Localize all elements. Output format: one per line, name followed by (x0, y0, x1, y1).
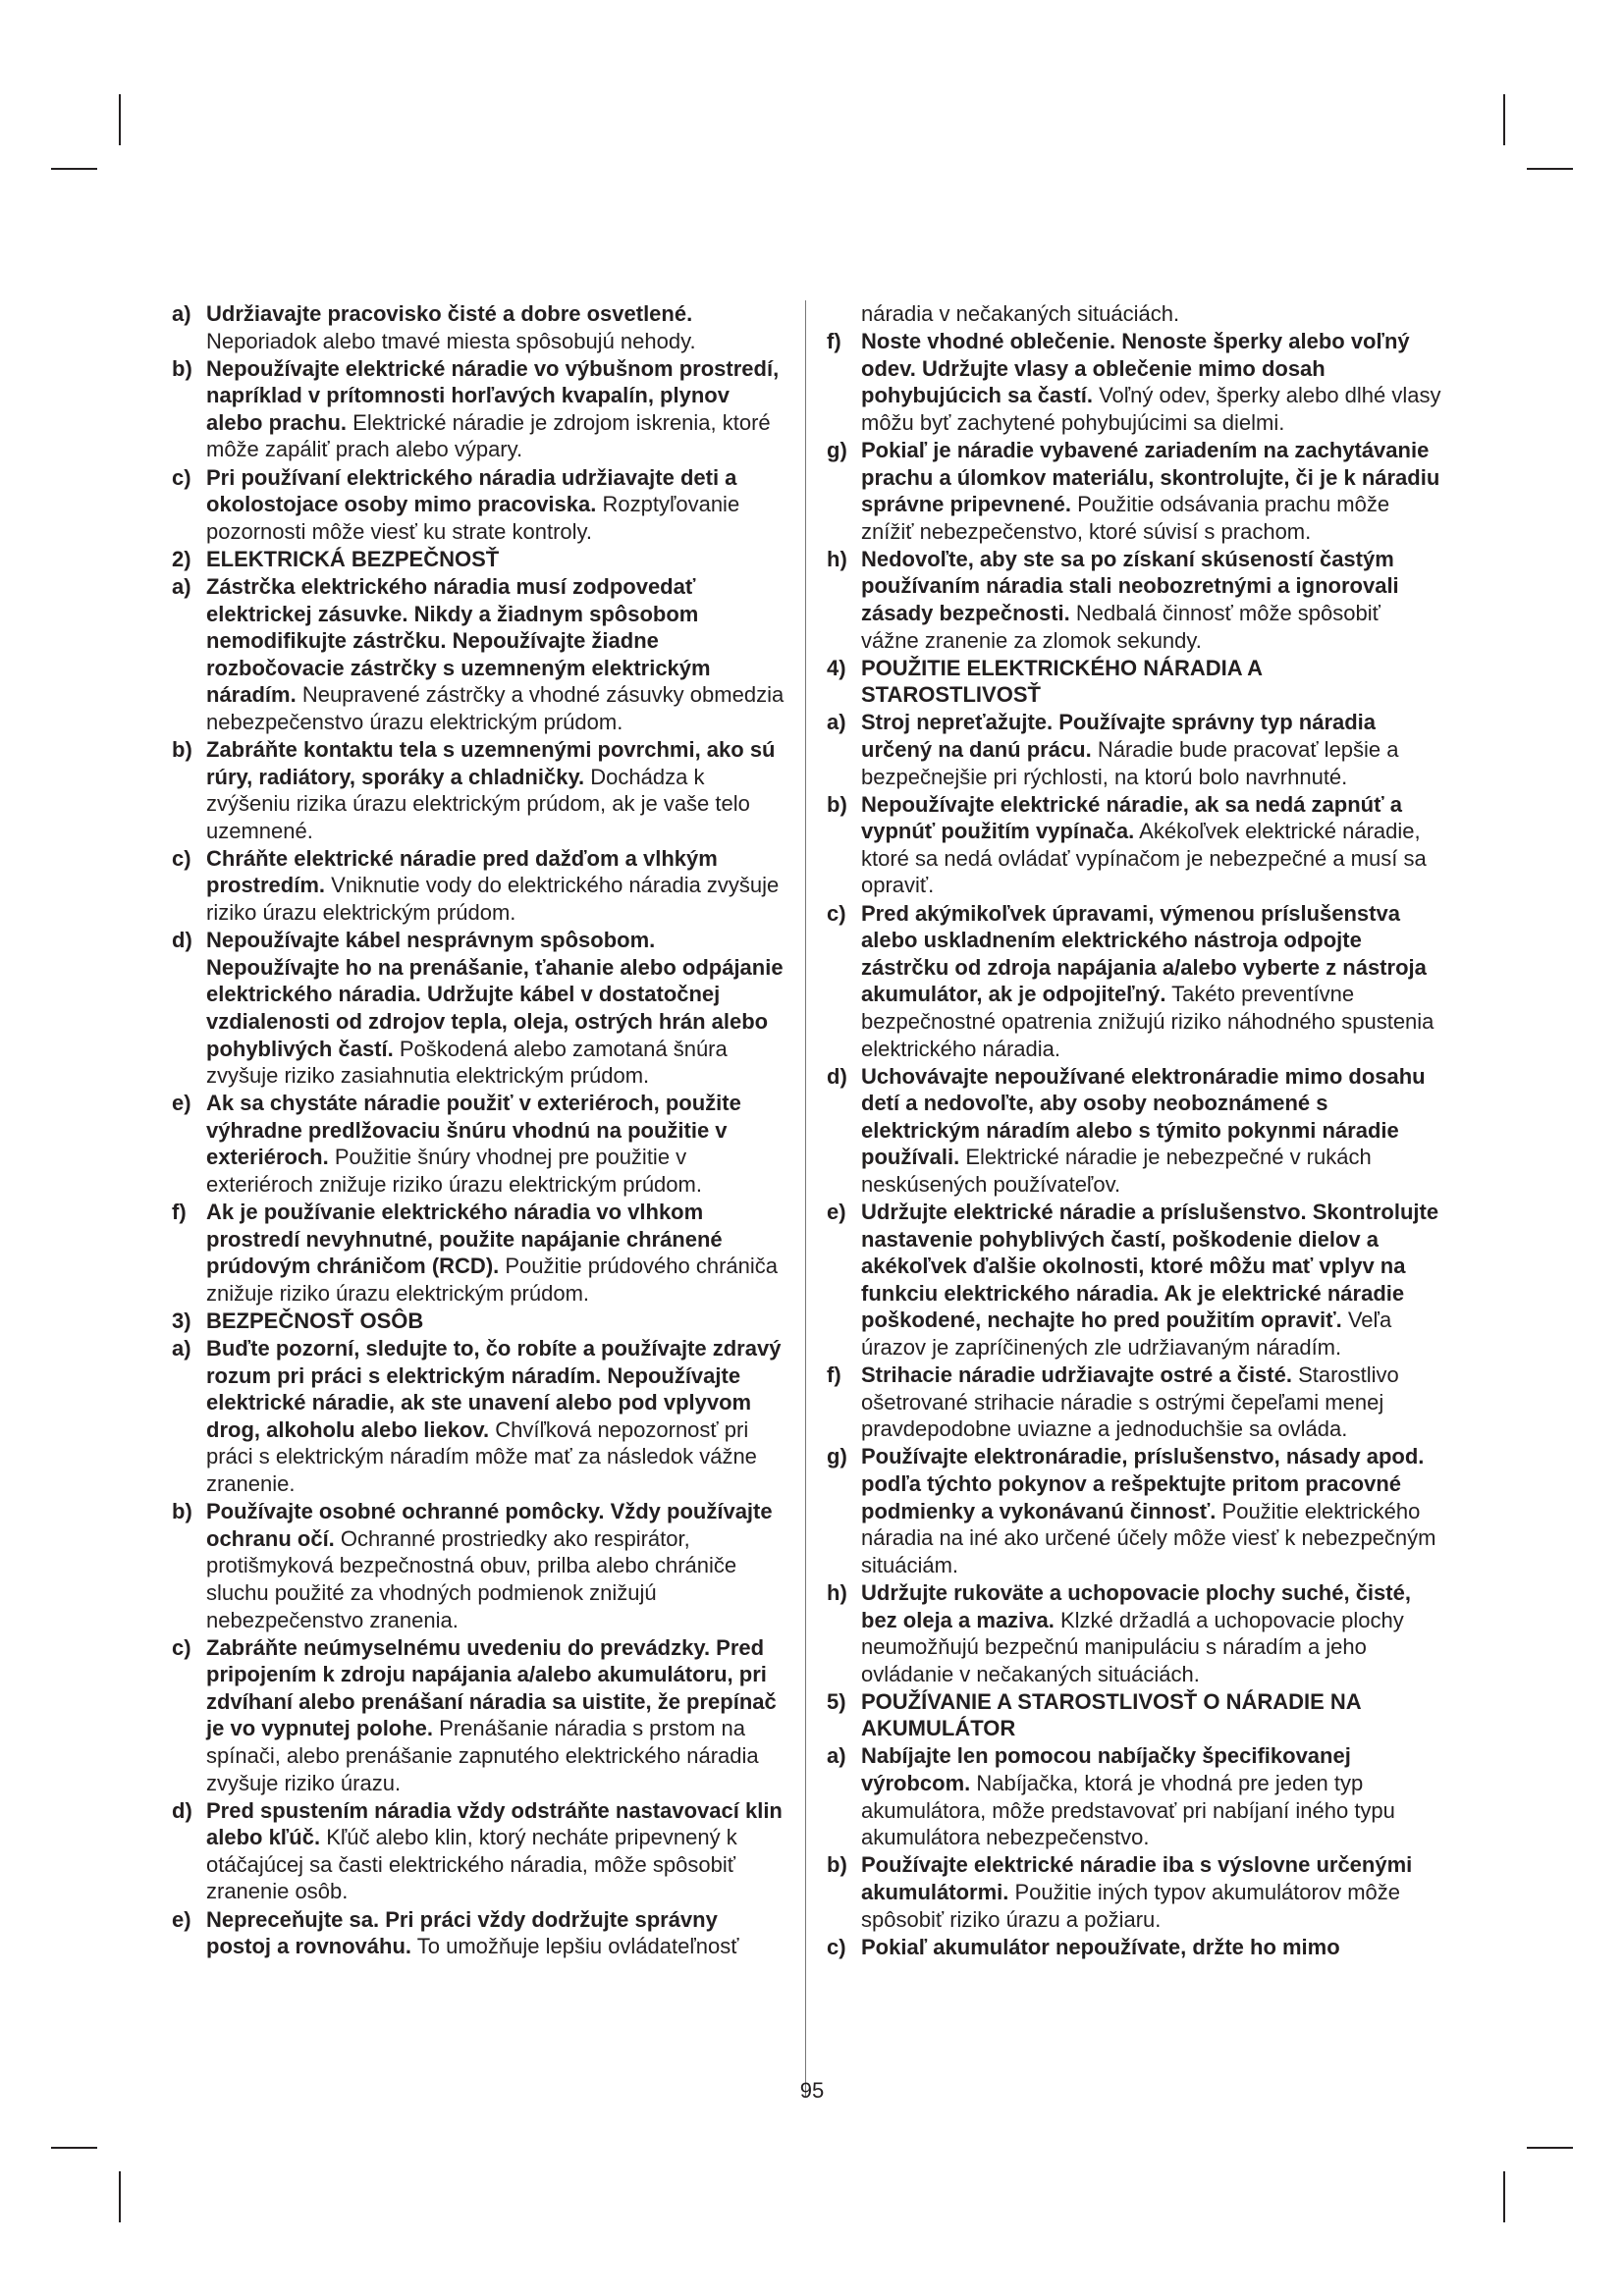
list-item (172, 1797, 786, 1905)
item-text (861, 437, 1441, 545)
item-label: a) (172, 301, 191, 326)
list-item (172, 1090, 786, 1198)
item-label: e) (827, 1200, 846, 1225)
list-item (172, 845, 786, 927)
item-bold-text: Nepoužívajte elektrické náradie vo výbušnom prostredí, napríklad v prítomnosti horľavých kvapalín, plynov alebo prachu. (206, 355, 780, 435)
item-text (861, 1579, 1441, 1687)
crop-mark-top-right-v (1503, 94, 1505, 145)
item-bold-text: Nepreceňujte sa. Pri práci vždy dodržujte správny postoj a rovnováhu. (206, 1906, 718, 1959)
item-text (206, 355, 786, 463)
item-normal-text: Neupravené zástrčky a vhodné zásuvky obmedzia nebezpečenstvo úrazu elektrickým prúdom. (206, 682, 785, 734)
list-item (827, 1199, 1441, 1362)
item-label: f) (827, 329, 841, 354)
item-normal-text: Dochádza k zvýšeniu rizika úrazu elektrickým prúdom, ak je vaše telo uzemnené. (206, 764, 750, 843)
item-text (206, 1498, 786, 1633)
section-heading (827, 1688, 1441, 1742)
list-item (827, 1063, 1441, 1199)
item-label: e) (172, 1091, 191, 1116)
item-bold-text: Stroj nepreťažujte. Používajte správny typ náradia určený na danú prácu. (861, 710, 1377, 762)
item-label: 5) (827, 1688, 846, 1714)
item-normal-text: Rozptyľovanie pozornosti môže viesť ku strate kontroly. (206, 492, 740, 544)
list-item (827, 546, 1441, 654)
item-label: g) (827, 1444, 847, 1469)
item-bold-text: Pri používaní elektrického náradia udržiavajte deti a okolostojace osoby mimo pracoviska. (206, 464, 737, 517)
item-label: c) (172, 845, 191, 871)
item-text (861, 900, 1441, 1063)
item-bold-text: Pred spustením náradia vždy odstráňte nastavovací klin alebo kľúč. (206, 1797, 783, 1850)
section-heading (827, 655, 1441, 709)
item-normal-text: Nabíjačka, ktorá je vhodná pre jeden typ akumulátora, môže predstavovať pri nabíjaní iného typu akumulátora nebezpečenstvo. (861, 1771, 1395, 1850)
item-bold-text: Nabíjajte len pomocou nabíjačky špecifikovanej výrobcom. (861, 1743, 1351, 1796)
item-normal-text: Takéto preventívne bezpečnostné opatrenia znižujú riziko náhodného spustenia elektrického náradia. (861, 982, 1435, 1061)
item-label: d) (172, 1797, 192, 1823)
item-normal-text: Náradie bude pracovať lepšie a bezpečnejšie pri rýchlosti, na ktorú bolo navrhnuté. (861, 737, 1399, 789)
item-normal-text: Neporiadok alebo tmavé miesta spôsobujú nehody. (206, 328, 696, 353)
item-label: b) (172, 355, 192, 381)
item-text (206, 1090, 786, 1198)
list-item (172, 1906, 786, 1960)
item-bold-text: Používajte elektrické náradie iba s výslovne určenými akumulátormi. (861, 1852, 1413, 1904)
item-text (206, 573, 786, 736)
item-normal-text: Použitie elektrického náradia na iné ako určené účely môže viesť k nebezpečným situáciám. (861, 1498, 1436, 1577)
item-text (206, 845, 786, 927)
list-item (172, 927, 786, 1090)
item-normal-text: Použitie prúdového chrániča znižuje riziko úrazu elektrickým prúdom. (206, 1254, 778, 1306)
list-item (827, 791, 1441, 899)
list-item (172, 573, 786, 736)
section-heading (172, 546, 786, 573)
item-normal-text: Elektrické náradie je nebezpečné v rukách neskúsených používateľov. (861, 1145, 1372, 1197)
crop-mark-top-right-h (1527, 168, 1573, 170)
item-normal-text: Použitie iných typov akumulátorov môže spôsobiť riziko úrazu a požiaru. (861, 1879, 1401, 1932)
item-label: b) (827, 1852, 847, 1878)
item-bold-text: Pred akýmikoľvek úpravami, výmenou príslušenstva alebo uskladnením elektrického nástroja odpojte zástrčku od zdroja napájania a/alebo vyberte z nástroja akumulátor, ak je odpojiteľný. (861, 900, 1427, 1007)
item-normal-text: Ochranné prostriedky ako respirátor, protišmyková bezpečnostná obuv, prilba alebo chrániče sluchu použité za vhodných podmienok znižujú nebezpečenstvo zranenia. (206, 1525, 737, 1632)
item-text (861, 709, 1441, 790)
item-text (206, 546, 786, 573)
item-label: b) (172, 1499, 192, 1524)
list-item (827, 1742, 1441, 1850)
item-normal-text: Akékoľvek elektrické náradie, ktoré sa nedá ovládať vypínačom je nebezpečné a musí sa opraviť. (861, 819, 1427, 898)
item-normal-text: POUŽITIE ELEKTRICKÉHO NÁRADIA A STAROSTLIVOSŤ (861, 655, 1263, 708)
item-text (206, 1797, 786, 1905)
item-bold-text: Udržiavajte pracovisko čisté a dobre osvetlené. (206, 301, 693, 326)
item-text (861, 1688, 1441, 1742)
item-text (206, 1335, 786, 1498)
item-bold-text: Používajte elektronáradie, príslušenstvo, násady apod. podľa týchto pokynov a rešpektujte pritom pracovné podmienky a vykonávanú činnosť. (861, 1444, 1425, 1523)
crop-mark-bottom-right-v (1503, 2171, 1505, 2222)
list-item (172, 1335, 786, 1498)
item-label: a) (172, 573, 191, 599)
item-text (861, 791, 1441, 899)
section-heading (172, 1308, 786, 1335)
list-item (172, 1498, 786, 1633)
item-text (206, 736, 786, 844)
column-divider (805, 300, 806, 2097)
list-item (172, 300, 786, 354)
item-bold-text: Používajte osobné ochranné pomôcky. Vždy používajte ochranu očí. (206, 1499, 773, 1551)
item-text (206, 1308, 786, 1335)
item-bold-text: Uchovávajte nepoužívané elektronáradie mimo dosahu detí a nedovoľte, aby osoby neoboznámené s elektrickým náradím alebo s týmito pokynmi náradie používali. (861, 1063, 1426, 1170)
item-normal-text: Chvíľková nepozornosť pri práci s elektrickým náradím môže mať za následok vážne zranenie. (206, 1416, 757, 1497)
item-bold-text: Udržujte rukoväte a uchopovacie plochy suché, čisté, bez oleja a maziva. (861, 1579, 1411, 1632)
item-label: c) (172, 1634, 191, 1660)
item-bold-text: Strihacie náradie udržiavajte ostré a čisté. (861, 1362, 1292, 1388)
item-label: a) (172, 1336, 191, 1362)
list-item (827, 900, 1441, 1063)
item-normal-text: Voľný odev, šperky alebo dlhé vlasy môžu byť zachytené pohybujúcimi sa dielmi. (861, 383, 1441, 435)
item-label: g) (827, 437, 847, 462)
item-bold-text: Ak sa chystáte náradie použiť v exteriéroch, použite výhradne predlžovaciu šnúru vhodnú na použitie v exteriéroch. (206, 1091, 741, 1170)
list-item (827, 709, 1441, 790)
item-text (861, 1851, 1441, 1933)
item-text (206, 1906, 786, 1960)
item-normal-text: Nedbalá činnosť môže spôsobiť vážne zranenie za zlomok sekundy. (861, 601, 1380, 653)
item-normal-text: Vniknutie vody do elektrického náradia zvyšuje riziko úrazu elektrickým prúdom. (206, 873, 780, 926)
crop-mark-bottom-right-h (1527, 2147, 1573, 2149)
item-label: a) (827, 710, 846, 735)
item-normal-text: Starostlivo ošetrované strihacie náradie s ostrými čepeľami menej pravdepodobne uviazne a jednoduchšie sa ovláda. (861, 1362, 1399, 1442)
list-item (827, 1934, 1441, 1961)
item-text (861, 655, 1441, 709)
item-label: 3) (172, 1308, 191, 1333)
item-bold-text: Nepoužívajte kábel nesprávnym spôsobom. Nepoužívajte ho na prenášanie, ťahanie alebo odpájanie elektrického náradia. Udržujte kábel v dostatočnej vzdialenosti od zdrojov tepla, oleja, ostrých hrán alebo pohyblivých častí. (206, 928, 784, 1061)
list-item (172, 1199, 786, 1307)
list-item (172, 1634, 786, 1797)
crop-mark-top-left-h (51, 168, 97, 170)
item-text (861, 1063, 1441, 1199)
item-text (861, 1199, 1441, 1362)
page-number: 95 (799, 2078, 825, 2103)
item-text (206, 1634, 786, 1797)
item-normal-text: náradia v nečakaných situáciách. (861, 301, 1180, 326)
item-text (861, 328, 1441, 436)
item-normal-text: Klzké držadlá a uchopovacie plochy neumožňujú bezpečnú manipuláciu s náradím a jeho ovládanie v nečakaných situáciách. (861, 1607, 1404, 1686)
item-label: f) (172, 1200, 187, 1225)
list-item (172, 355, 786, 463)
item-bold-text: Nedovoľte, aby ste sa po získaní skúseností častým používaním náradia stali neobozretnými a ignorovali zásady bezpečnosti. (861, 546, 1399, 626)
item-text (861, 546, 1441, 654)
list-item (827, 1851, 1441, 1933)
item-label: c) (827, 1934, 846, 1959)
item-bold-text: Zabráňte neúmyselnému uvedeniu do prevádzky. Pred pripojením k zdroju napájania a/alebo akumulátoru, pri zdvíhaní alebo prenášaní náradia sa uistite, že prepínač je vo vypnutej polohe. (206, 1634, 777, 1741)
item-bold-text: Udržujte elektrické náradie a príslušenstvo. Skontrolujte nastavenie pohyblivých častí, poškodenie dielov a akékoľvek ďalšie okolnosti, ktoré môžu mať vplyv na funkciu elektrického náradia. Ak je elektrické náradie poškodené, nechajte ho pred použitím opraviť. (861, 1200, 1439, 1333)
item-normal-text: Kľúč alebo klin, ktorý necháte pripevnený k otáčajúcej sa časti elektrického náradia, môže spôsobiť zranenie osôb. (206, 1825, 737, 1904)
item-label: 4) (827, 655, 846, 680)
right-column (827, 300, 1441, 1961)
item-label: 2) (172, 546, 191, 571)
item-normal-text: Použitie odsávania prachu môže znížiť nebezpečenstvo, ktoré súvisí s prachom. (861, 492, 1390, 544)
item-label: e) (172, 1906, 191, 1932)
list-item (827, 1443, 1441, 1578)
item-bold-text: Pokiaľ akumulátor nepoužívate, držte ho mimo (861, 1934, 1340, 1959)
item-normal-text: Elektrické náradie je zdrojom iskrenia, ktoré môže zapáliť prach alebo výpary. (206, 409, 771, 462)
item-normal-text: BEZPEČNOSŤ OSÔB (206, 1308, 424, 1333)
item-bold-text: Ak je používanie elektrického náradia vo vlhkom prostredí nevyhnutné, použite napájanie chránené prúdovým chráničom (RCD). (206, 1200, 723, 1279)
item-text (206, 464, 786, 546)
item-text (861, 1362, 1441, 1443)
item-bold-text: Nepoužívajte elektrické náradie, ak sa nedá zapnúť a vypnúť použitím vypínača. (861, 791, 1402, 844)
item-text (861, 1934, 1441, 1961)
item-label: d) (827, 1063, 847, 1089)
item-normal-text: Veľa úrazov je zapríčinených zle udržiavaným náradím. (861, 1308, 1392, 1361)
list-item (827, 1362, 1441, 1443)
crop-mark-bottom-left-h (51, 2147, 97, 2149)
item-label: f) (827, 1362, 841, 1388)
item-bold-text: Zástrčka elektrického náradia musí zodpovedať elektrickej zásuvke. Nikdy a žiadnym spôsobom nemodifikujte zástrčku. Nepoužívajte žiadne rozbočovacie zástrčky s uzemneným elektrickým náradím. (206, 573, 711, 708)
item-normal-text: POUŽÍVANIE A STAROSTLIVOSŤ O NÁRADIE NA AKUMULÁTOR (861, 1688, 1361, 1741)
item-bold-text: Buďte pozorní, sledujte to, čo robíte a používajte zdravý rozum pri práci s elektrickým náradím. Nepoužívajte elektrické náradie, ak ste unavení alebo pod vplyvom drog, alkoholu alebo liekov. (206, 1336, 782, 1442)
item-label: c) (172, 464, 191, 490)
item-bold-text: Chráňte elektrické náradie pred dažďom a vlhkým prostredím. (206, 845, 718, 898)
item-label: c) (827, 900, 846, 926)
item-text (206, 300, 786, 354)
item-label: a) (827, 1743, 846, 1769)
crop-mark-bottom-left-v (119, 2171, 121, 2222)
list-item (827, 437, 1441, 545)
item-normal-text: Prenášanie náradia s prstom na spínači, alebo prenášanie zapnutého elektrického náradia zvyšuje riziko úrazu. (206, 1716, 759, 1795)
item-text (861, 1742, 1441, 1850)
item-bold-text: Noste vhodné oblečenie. Nenoste šperky alebo voľný odev. Udržujte vlasy a oblečenie mimo dosah pohybujúcich sa častí. (861, 329, 1410, 408)
list-item (827, 300, 1441, 328)
item-label: d) (172, 928, 192, 953)
item-label: h) (827, 546, 847, 571)
crop-mark-top-left-v (119, 94, 121, 145)
item-bold-text: Pokiaľ je náradie vybavené zariadením na zachytávanie prachu a úlomkov materiálu, skontrolujte, či je k náradiu správne pripevnené. (861, 437, 1440, 517)
item-normal-text: ELEKTRICKÁ BEZPEČNOSŤ (206, 546, 500, 571)
item-text (861, 1443, 1441, 1578)
item-normal-text: Použitie šnúry vhodnej pre použitie v exteriéroch znižuje riziko úrazu elektrickým prúdom. (206, 1145, 702, 1197)
item-text (206, 1199, 786, 1307)
item-label: b) (172, 737, 192, 762)
item-normal-text: To umožňuje lepšiu ovládateľnosť (411, 1934, 739, 1959)
left-column (172, 300, 786, 1960)
item-bold-text: Zabráňte kontaktu tela s uzemnenými povrchmi, ako sú rúry, radiátory, sporáky a chladničky. (206, 737, 776, 789)
item-label: h) (827, 1579, 847, 1605)
item-label: b) (827, 791, 847, 817)
list-item (172, 736, 786, 844)
list-item (827, 328, 1441, 436)
list-item (172, 464, 786, 546)
list-item (827, 1579, 1441, 1687)
item-normal-text: Poškodená alebo zamotaná šnúra zvyšuje riziko zasiahnutia elektrickým prúdom. (206, 1036, 728, 1089)
item-text (206, 927, 786, 1090)
item-text (827, 300, 1441, 328)
